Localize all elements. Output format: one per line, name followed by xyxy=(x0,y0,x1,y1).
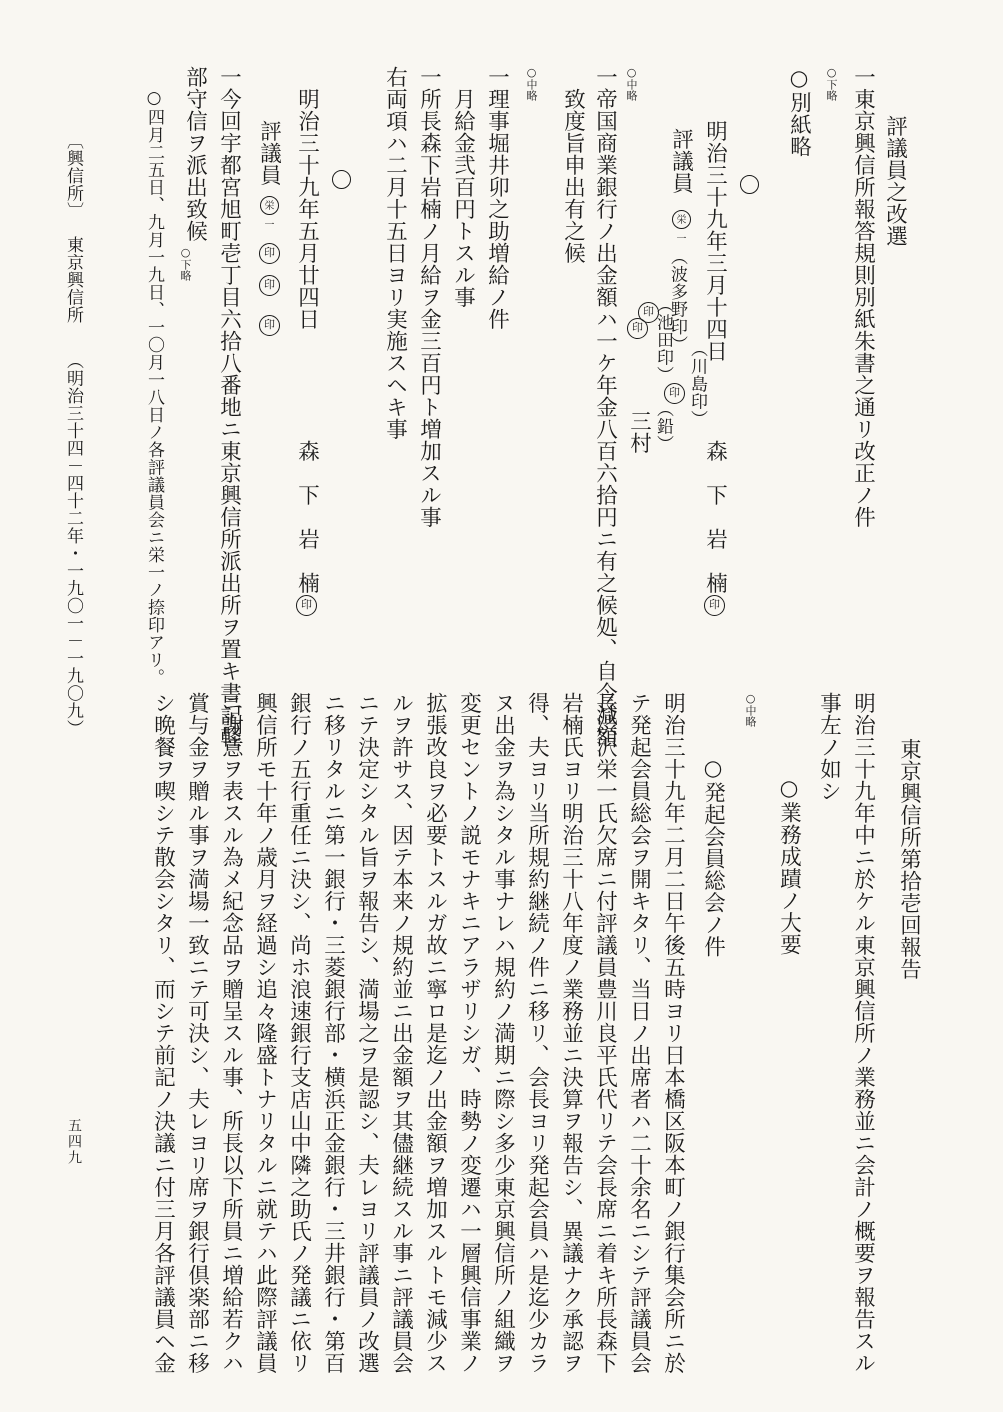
page-number: 五四九 xyxy=(66,1118,82,1166)
date-1: 明治三十九年三月十四日 xyxy=(702,120,728,362)
heading-councilor-reelection: 評議員之改選 xyxy=(882,115,908,247)
item-report-rules: 一東京興信所報答規則別紙朱書之通リ改正ノ件 xyxy=(850,66,876,528)
item-utsunomiya-branch: 一今回宇都宮旭町壱丁目六拾八番地ニ東京興信所派出所ヲ置キ書記軽 xyxy=(216,66,242,748)
body-line: ヌ出金ヲ為シタル事ナレハ規約ノ満期ニ際シ多少東京興信所ノ組織ヲ xyxy=(490,692,516,1374)
name-lead: （鉛） xyxy=(653,400,673,453)
report-intro-1: 明治三十九年中ニ於ケル東京興信所ノ業務並ニ会計ノ概要ヲ報告スル xyxy=(850,692,876,1374)
section-promoter-meeting: ○発起会員総会ノ件 xyxy=(700,756,726,958)
item-teikoku-bank: 一帝国商業銀行ノ出金額ハ一ケ年金八百六拾円ニ有之候処、自今減額 xyxy=(592,66,618,748)
item-horii-raise: 一理事堀井卯之助増給ノ件 xyxy=(484,66,510,330)
seal-mark: 印 xyxy=(704,595,725,616)
circle-mark xyxy=(332,170,351,189)
item-morishita-salary: 一所長森下岩楠ノ月給ヲ金三百円ト増加スル事 xyxy=(416,66,442,528)
source-title: 東京興信所 xyxy=(63,236,83,324)
signer-1: 森 下 岩 楠 xyxy=(702,440,728,594)
councilors-label-2: 評議員 xyxy=(256,120,282,186)
name-ikeda: （池田印） xyxy=(653,296,673,384)
stamp-shibusawa-2: 栄一 xyxy=(260,196,279,215)
item-horii-salary: 月給金弐百円トスル事 xyxy=(450,88,476,308)
body-line: ニ謝意ヲ表スル為メ紀念品ヲ贈呈スル事、所長以下所員ニ増給若クハ xyxy=(218,692,244,1374)
body-line: シ晩餐ヲ喫シテ散会シタリ、而シテ前記ノ決議ニ付三月各評議員ヘ金 xyxy=(150,692,176,1374)
date-2: 明治三十九年五月廿四日 xyxy=(294,88,320,330)
name-kawashima: （川島印） xyxy=(687,340,707,428)
attached-omitted: ○別紙略 xyxy=(786,66,812,158)
seal-mark: 印 xyxy=(259,315,280,336)
abbr-note: ○中略 xyxy=(744,692,757,727)
body-line: 銀行ノ五行重任ニ決シ、尚ホ浪速銀行支店山中隣之助氏ノ発議ニ依リ xyxy=(286,692,312,1374)
body-line: ニ移リタルニ第一銀行・三菱銀行部・横浜正金銀行・三井銀行・第百 xyxy=(320,692,346,1374)
seal-mark: 印 xyxy=(627,318,648,339)
abbr-note: ○下略 xyxy=(179,246,192,281)
seal-mark: 印 xyxy=(259,275,280,296)
body-line: 賞与金ヲ贈ル事ヲ満場一致ニテ可決シ、夫レヨリ席ヲ銀行倶楽部ニ移 xyxy=(184,692,210,1374)
body-line: 長渋沢栄一氏欠席ニ付評議員豊川良平氏代リテ会長席ニ着キ所長森下 xyxy=(592,692,618,1374)
body-line: テ発起会員総会ヲ開キタリ、当日ノ出席者ハ二十余名ニシテ評議員会 xyxy=(626,692,652,1374)
name-mimura: 三村 xyxy=(626,410,652,454)
body-line: ルヲ許サス、因テ本来ノ規約並ニ出金額ヲ其儘継続スル事ニ評議員会 xyxy=(388,692,414,1374)
source-years: （明治三十四－四十二年・一九〇一－一九〇九） xyxy=(63,352,83,737)
note-seals: ○四月二五日、九月一九日、一〇月一八日ノ各評議員会ニ栄一ノ捺印アリ。 xyxy=(144,88,164,686)
body-line: 岩楠氏ヨリ明治三十八年度ノ業務並ニ決算ヲ報告シ、異議ナク承認ヲ xyxy=(558,692,584,1374)
circle-mark xyxy=(740,175,759,194)
councilors-label-1: 評議員 xyxy=(668,128,694,194)
item-utsunomiya-branch-cont: 部守信ヲ派出致候 xyxy=(182,66,208,242)
body-line: 興信所モ十年ノ歳月ヲ経過シ追々隆盛トナリタルニ就テハ此際評議員 xyxy=(252,692,278,1374)
body-line: 得、夫ヨリ当所規約継続ノ件ニ移リ、会長ヨリ発起会員ハ是迄少カラ xyxy=(524,692,550,1374)
body-line: 明治三十九年二月二日午後五時ヨリ日本橋区阪本町ノ銀行集会所ニ於 xyxy=(660,692,686,1374)
abbr-note: ○下略 xyxy=(825,66,838,101)
seal-mark: 印 xyxy=(296,595,317,616)
section-business-results: ○業務成蹟ノ大要 xyxy=(776,776,802,956)
body-line: 拡張改良ヲ必要トスルガ故ニ寧ロ是迄ノ出金額ヲ増加スルトモ減少ス xyxy=(422,692,448,1374)
report-title: 東京興信所第拾壱回報告 xyxy=(896,738,922,980)
item-effective-date: 右両項ハ二月十五日ヨリ実施スヘキ事 xyxy=(382,66,408,440)
name-hatano: （波多野印） xyxy=(667,248,687,353)
seal-mark: 印 xyxy=(259,243,280,264)
seal-mark: 印 xyxy=(638,302,659,323)
signer-2: 森 下 岩 楠 xyxy=(294,440,320,594)
item-teikoku-bank-cont: 致度旨申出有之候 xyxy=(560,88,586,264)
report-intro-2: 事左ノ如シ xyxy=(816,692,842,802)
body-line: ニテ決定シタル旨ヲ報告シ、満場之ヲ是認シ、夫レヨリ評議員ノ改選 xyxy=(354,692,380,1374)
abbr-note: ○中略 xyxy=(525,66,538,101)
source-label: 〔興信所〕 xyxy=(63,132,83,220)
stamp-shibusawa: 栄一 xyxy=(672,210,691,229)
seal-mark: 印 xyxy=(664,383,685,404)
body-line: 変更セントノ説モナキニアラザリシガ、時勢ノ変遷ハ一層興信事業ノ xyxy=(456,692,482,1374)
abbr-note: ○中略 xyxy=(625,66,638,101)
